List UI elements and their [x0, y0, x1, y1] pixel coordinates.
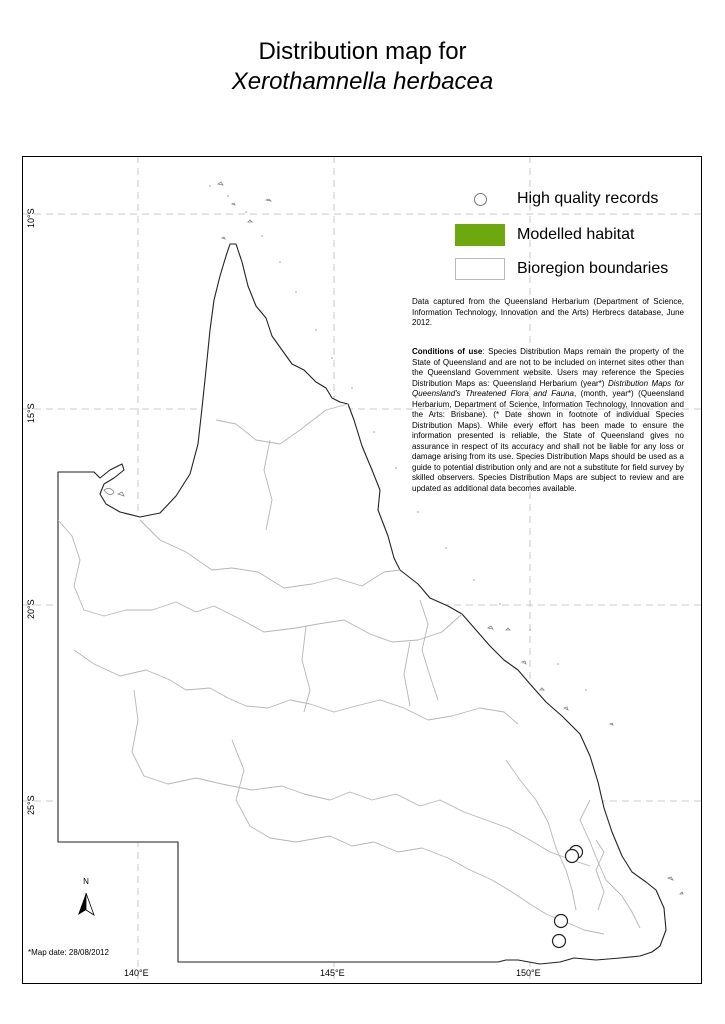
map-frame — [22, 156, 702, 984]
lat-label-20s: 20°S — [26, 599, 36, 619]
conditions-part1: : Species Distribution Maps remain the property of the State of Queensland and are not to be included on internet sites other than the Queensland Government website. Users may reference the Species Distribution Maps as: Queensland Herbarium (year*) — [412, 347, 684, 388]
north-label: N — [83, 877, 89, 886]
conditions-italic: Distribution Maps for Queensland's Threatened Flora and Fauna — [412, 378, 684, 398]
conditions-of-use-text — [412, 347, 684, 494]
lon-label-145e: 145°E — [320, 968, 345, 978]
data-source-text: Data captured from the Queensland Herbarium (Department of Science, Information Technology, Innovation and the Arts) Herbrecs database, June 2012. — [412, 297, 684, 327]
legend-bioregion — [455, 258, 668, 280]
map-date: *Map date: 28/08/2012 — [28, 948, 109, 957]
species-name: Xerothamnella herbacea — [231, 68, 494, 95]
legend-bioregion-label: Bioregion boundaries — [517, 260, 669, 277]
legend-high-quality-label: High quality records — [517, 190, 659, 207]
conditions-part2: , (month, year*) (Queensland Herbarium, Department of Science, Information Technology, Innovation and the Arts: Brisbane). (* Date shown in footnote of individual Species Distribution Maps). While every effort has been made to ensure the information presented is reliable, the State of Queensland gives no assurance in respect of its accuracy and shall not be liable for any loss or damage arising from its use. Species Distribution Maps should be used as a guide to potential distribution only and are not a substitute for field survey by skilled observers. Species Distribution Maps are subject to review and are updated as additional data becomes available. — [412, 389, 684, 493]
modelled-habitat-swatch — [455, 224, 505, 246]
lon-label-150e: 150°E — [516, 968, 541, 978]
lat-label-10s: 10°S — [26, 208, 36, 228]
lat-label-25s: 25°S — [26, 795, 36, 815]
legend-high-quality — [455, 190, 658, 208]
lon-label-140e: 140°E — [124, 968, 149, 978]
map-title: Distribution map for — [258, 38, 467, 65]
legend-modelled — [455, 224, 634, 246]
high-quality-record-icon — [455, 193, 505, 206]
lat-label-15s: 15°S — [26, 403, 36, 423]
legend-modelled-label: Modelled habitat — [517, 226, 635, 243]
bioregion-swatch — [455, 258, 505, 280]
conditions-heading: Conditions of use — [412, 347, 483, 356]
